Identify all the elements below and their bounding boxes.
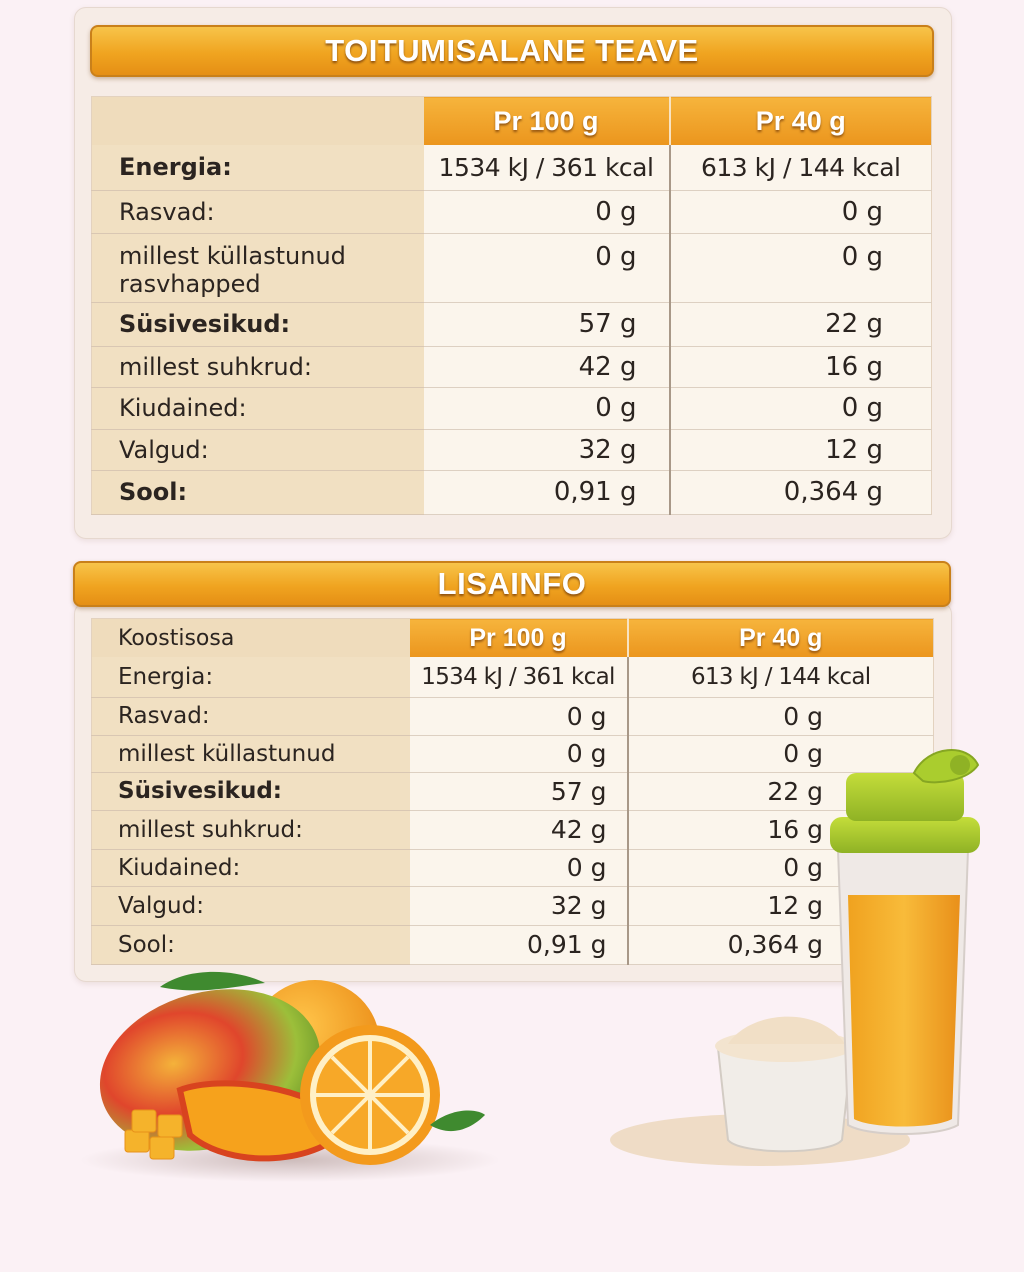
column-header-per-40g: Pr 40 g	[628, 619, 934, 658]
row-value-per-100g: 1534 kJ / 361 kcal	[424, 145, 670, 190]
row-label: Kiudained:	[92, 849, 410, 886]
table-row	[92, 849, 934, 886]
row-value-per-100g: 0 g	[410, 849, 628, 886]
row-value-per-40g: 0 g	[628, 735, 934, 772]
column-header-per-100g: Pr 100 g	[410, 619, 628, 658]
row-value-per-100g: 0 g	[424, 233, 670, 302]
additional-info-title-banner: LISAINFO	[73, 561, 951, 607]
row-value-per-100g: 32 g	[424, 429, 670, 470]
row-value-per-40g: 0,364 g	[670, 470, 932, 514]
nutrition-table	[91, 96, 932, 515]
table-row	[92, 145, 932, 190]
row-label: Kiudained:	[92, 387, 424, 429]
table-row	[92, 925, 934, 964]
row-value-per-100g: 0,91 g	[424, 470, 670, 514]
row-value-per-40g: 613 kJ / 144 kcal	[628, 657, 934, 697]
table-row	[92, 233, 932, 302]
row-value-per-40g: 0,364 g	[628, 925, 934, 964]
shaker-juice	[848, 895, 960, 1127]
row-value-per-40g: 12 g	[628, 886, 934, 925]
row-label: Süsivesikud:	[92, 772, 410, 810]
row-label: Valgud:	[92, 886, 410, 925]
row-label: millest suhkrud:	[92, 810, 410, 849]
table-row	[92, 735, 934, 772]
table-row	[92, 470, 932, 514]
column-header-per-100g: Pr 100 g	[424, 97, 670, 146]
row-value-per-40g: 0 g	[670, 190, 932, 233]
row-value-per-40g: 613 kJ / 144 kcal	[670, 145, 932, 190]
row-value-per-100g: 57 g	[410, 772, 628, 810]
row-label: Valgud:	[92, 429, 424, 470]
table-row	[92, 346, 932, 387]
row-value-per-40g: 0 g	[670, 233, 932, 302]
row-value-per-40g: 0 g	[628, 697, 934, 735]
row-value-per-100g: 32 g	[410, 886, 628, 925]
row-label: Sool:	[92, 925, 410, 964]
row-value-per-40g: 0 g	[628, 849, 934, 886]
column-header-per-40g: Pr 40 g	[670, 97, 932, 146]
row-label: Energia:	[92, 145, 424, 190]
row-label: millest suhkrud:	[92, 346, 424, 387]
row-value-per-100g: 57 g	[424, 302, 670, 346]
nutrition-title-banner: TOITUMISALANE TEAVE	[90, 25, 934, 77]
row-value-per-100g: 42 g	[424, 346, 670, 387]
table-row	[92, 302, 932, 346]
row-label: millest küllastunud rasvhapped	[92, 233, 424, 302]
shaker-cap-hole	[950, 755, 970, 775]
row-label: Süsivesikud:	[92, 302, 424, 346]
row-label: Sool:	[92, 470, 424, 514]
row-value-per-100g: 0 g	[424, 387, 670, 429]
row-value-per-100g: 0 g	[424, 190, 670, 233]
row-value-per-40g: 16 g	[670, 346, 932, 387]
row-label: Energia:	[92, 657, 410, 697]
table-header-row	[92, 97, 932, 146]
row-label: Rasvad:	[92, 190, 424, 233]
orange-segments	[316, 1041, 424, 1149]
table-row	[92, 697, 934, 735]
table-row	[92, 772, 934, 810]
table-row	[92, 886, 934, 925]
table-row	[92, 657, 934, 697]
row-value-per-40g: 12 g	[670, 429, 932, 470]
table-row	[92, 387, 932, 429]
table-row	[92, 810, 934, 849]
row-label: millest küllastunud	[92, 735, 410, 772]
header-label-cell	[92, 97, 424, 146]
row-value-per-100g: 0 g	[410, 735, 628, 772]
mango-and-orange-illustration	[60, 965, 500, 1195]
row-label: Rasvad:	[92, 697, 410, 735]
row-value-per-100g: 42 g	[410, 810, 628, 849]
row-value-per-40g: 22 g	[628, 772, 934, 810]
row-value-per-100g: 0 g	[410, 697, 628, 735]
row-value-per-40g: 16 g	[628, 810, 934, 849]
protein-shaker-illustration	[818, 745, 988, 1140]
table-header-row	[92, 619, 934, 658]
shaker-lid	[830, 817, 980, 853]
row-value-per-40g: 22 g	[670, 302, 932, 346]
row-value-per-40g: 0 g	[670, 387, 932, 429]
additional-info-table	[91, 618, 934, 965]
mango-leaf	[160, 972, 265, 991]
orange-leaf	[430, 1111, 485, 1132]
table-row	[92, 429, 932, 470]
table-row	[92, 190, 932, 233]
header-label-cell: Koostisosa	[92, 619, 410, 658]
row-value-per-100g: 1534 kJ / 361 kcal	[410, 657, 628, 697]
row-value-per-100g: 0,91 g	[410, 925, 628, 964]
